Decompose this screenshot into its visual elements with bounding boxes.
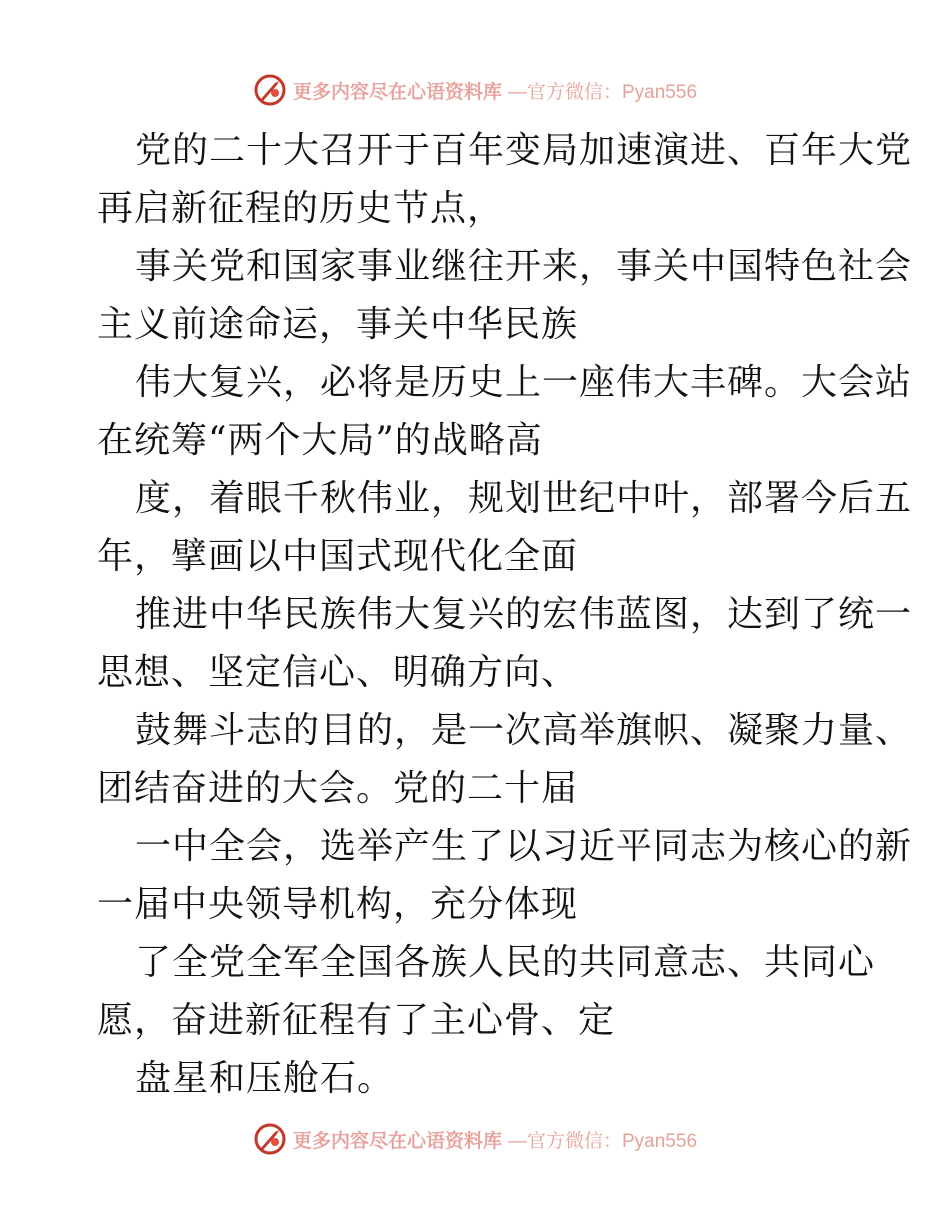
- text-line: 团结奋进的大会。党的二十届: [97, 768, 579, 809]
- footer-promo-text: 更多内容尽在心语资料库: [292, 1129, 502, 1152]
- header-promo-text: 更多内容尽在心语资料库: [292, 80, 502, 103]
- text-line: 事关党和国家事业继往开来，事关中国特色社会: [135, 246, 913, 287]
- text-line: 主义前途命运，事关中华民族: [97, 304, 579, 345]
- text-line: 一中全会，选举产生了以习近平同志为核心的新: [135, 826, 913, 867]
- text-line: 一届中央领导机构，充分体现: [97, 884, 579, 925]
- text-line: 再启新征程的历史节点，: [97, 188, 505, 229]
- text-line: 在统筹“两个大局”的战略高: [97, 420, 543, 461]
- text-line: 伟大复兴，必将是历史上一座伟大丰碑。大会站: [135, 362, 913, 403]
- red-quill-emblem-icon: [253, 73, 287, 107]
- red-quill-emblem-icon: [253, 1122, 287, 1156]
- text-line: 鼓舞斗志的目的，是一次高举旗帜、凝聚力量、: [135, 710, 913, 751]
- footer-contact-text: —官方微信：Pyan556: [508, 1130, 698, 1152]
- text-line: 推进中华民族伟大复兴的宏伟蓝图，达到了统一: [135, 594, 913, 635]
- header-watermark: [0, 72, 950, 108]
- text-line: 党的二十大召开于百年变局加速演进、百年大党: [135, 130, 913, 171]
- text-line: 愿，奋进新征程有了主心骨、定: [97, 1000, 616, 1041]
- article-body: [97, 122, 913, 1108]
- header-contact-text: —官方微信：Pyan556: [508, 81, 698, 103]
- text-line: 年，擘画以中国式现代化全面: [97, 536, 579, 577]
- text-line: 盘星和压舱石。: [135, 1058, 395, 1099]
- text-line: 度，着眼千秋伟业，规划世纪中叶，部署今后五: [135, 478, 913, 519]
- text-line: 思想、坚定信心、明确方向、: [97, 652, 579, 693]
- footer-watermark: [0, 1121, 950, 1157]
- text-line: 了全党全军全国各族人民的共同意志、共同心: [135, 942, 876, 983]
